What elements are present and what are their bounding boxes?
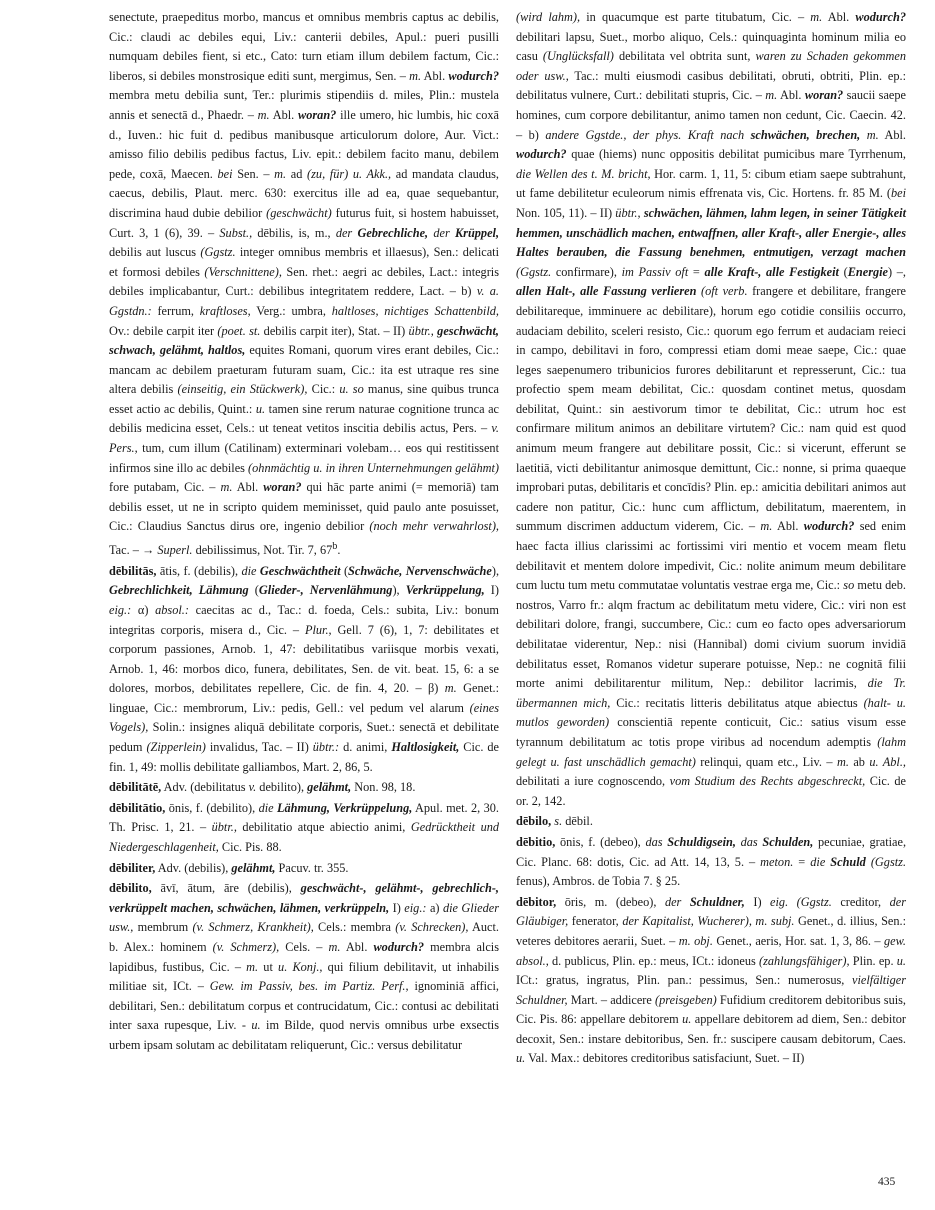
dictionary-entry: dēbilito, āvī, ātum, āre (debilis), geschwächt-, gelähmt-, gebrechlich-, verkrüppelt machen, schwächen, lähmen, verkrüppeln, I) eig.: a) die Glieder usw., membrum (v. Schmerz, Krankheit), Cels.: membra (v. Schrecken), Auct. b. Alex.: hominem (v. Schmerz), Cels. – m. Abl. wodurch? membra alcis lapidibus, fustibus, Cic. – m. ut u. Konj., qui filium debilitavit, ut inhabilis militiae sit, ICt. – Gew. im Passiv, bes. im Partiz. Perf., ignominiā affici, debilitari, Sen.: debilitatum corpus et contrucidatum, Cic.: contusi ac debilitati inter saxa rupesque, Liv. - u. im Bilde, quod nervis omnibus urbe exsectis urbem ipsam solutam ac debilitatam reliquerunt, Cic.: versus debilitatur — [109, 881, 500, 1052]
dictionary-entry: (wird lahm), in quacumque est parte titubatum, Cic. – m. Abl. wodurch? debilitari lapsu, Suet., morbo aliquo, Cels.: quinquaginta hominum milia eo casu (Unglücksfall) debilitata vel obtrita sunt, waren zu Schaden gekommen oder usw., Tac.: multi eiusmodi casibus debilitati, obruti, obtriti, Plin. ep.: debilitatus vulnere, Curt.: debilitati stupris, Cic. – m. Abl. woran? saucii saepe homines, cum corpore debilitantur, animo tamen non cedunt, Cic. Caecin. 42. – b) andere Ggstde., der phys. Kraft nach schwächen, brechen, m. Abl. wodurch? quae (hiems) nunc oppositis debilitat pumicibus mare Tyrrhenum, die Wellen des t. M. bricht, Hor. carm. 1, 11, 5: cibum etiam saepe subtrahunt, ut fame debilitetur eculeorum nimis effrenata vis, Cic. Hortens. fr. 85 M. (bei Non. 105, 11). – II) übtr., schwächen, lähmen, lahm legen, in seiner Tätigkeit hemmen, unschädlich machen, entwaffnen, aller Kraft-, aller Energie-, alles Haltes berauben, die Fassung benehmen, entmutigen, verzagt machen (Ggstz. confirmare), im Passiv oft = alle Kraft-, alle Festigkeit (Energie) –, allen Halt-, alle Fassung verlieren (oft verb. frangere et debilitare, frangere debilitareque, imminuere ac debilitare), horum ego cotidie consiliis occurro, audaciam debilito, sceleri resisto, Cic.: quorum ego ferrum et audaciam reieci in campo, debilitavi in foro, compressi etiam domi meae saepe, Cic.: quae leges saepenumero tribunicios furores debilitarunt et represserunt, Cic.: tua profectio spem meam debilitat, Cic.: quosdam continet metus, quosdam debilitat, Quint.: sin aestivorum timor te debilitat, Cic.: utrum hoc est confirmare militum animos an debilitare virtutem? Cic.: nam quid est quod animum meum frangere aut debilitare possit, Cic.: si vicerunt, efferunt se laetitiā, victi debilitantur animosque demittunt, Cic.: nonne, si prima quaeque improbari putas, debilitaris et concīdis? Plin. ep.: amicitia debilitari animos aut cadere non patitur, Cic.: hunc cum afflictum, debilitatum, maerentem, in summum discrimen adductum viderem, Cic. – m. Abl. wodurch? sed enim haec facta illius clarissimi ac fortissimi viri mentio et vocem meam fletu debilitavit et mentem dolore impedivit, Cic.: nolite animum meum debilitare cum luctu tum metu commutatae voluntatis vestrae erga me, Cic.: so metu deb. nostros, Varro fr.: alqm fractum ac debilitatum metu videre, Cic.: viri non est debilitari dolore, frangi, succumbere, Cic.: cum eo facto opes adversariorum debilitatae viderentur, Nep.: nisi (Hannibal) domi civium suorum invidiā debilitatus esset, Romanos videtur superare potuisse, Nep.: ne cognitā filii morte animi debilitarentur militum, Nep.: debilitor lacrimis, die Tr. übermannen mich, Cic.: recitatis litteris debilitatus atque abiectus (halt- u. mutlos geworden) conscientiā repente conticuit, Cic.: satius visum esse tyrannum debilitatum ac totis prope viribus ad nocendum ademptis (lahm gelegt u. fast unschädlich gemacht) relinqui, quam etc., Liv. – m. ab u. Abl., debilitati a iure cognoscendo, vom Studium des Rechts abgeschreckt, Cic. de or. 2, 142. — [516, 10, 907, 808]
dictionary-entry: dēbilitātio, ōnis, f. (debilito), die Lähmung, Verkrüppelung, Apul. met. 2, 30. Th. Prisc. 1, 21. – übtr., debilitatio atque abiectio animi, Gedrücktheit und Niedergeschlagenheit, Cic. Pis. 88. — [109, 800, 500, 855]
left-column — [109, 8, 499, 1057]
dictionary-entry: dēbiliter, Adv. (debilis), gelähmt, Pacuv. tr. 355. — [109, 860, 349, 875]
page-number: 435 — [878, 1176, 896, 1188]
right-column — [516, 8, 906, 1070]
dictionary-entry: senectute, praepeditus morbo, mancus et omnibus membris captus ac debilis, Cic.: claudi ac debiles equi, Liv.: canterii debiles, Apul.: pueri pusilli numquam debiles fient, si etc., Cato: turn etiam illum debilem factum, Cic.: liberos, si debiles monstrosique editi sunt, mergimus, Sen. – m. Abl. wodurch? membra metu debilia sunt, Ter.: plurimis stipendiis d. miles, Plin.: mustela annis et senectā d., Phaedr. – m. Abl. woran? ille umero, hic lumbis, hic coxā d., Iuven.: hic fuit d. pedibus manibusque articulorum dolore, Aur. Vict.: amisso filio debilis pedibus factus, Liv. epit.: debilem facito manu, debilem pede, coxā, Maecen. bei Sen. – m. ad (zu, für) u. Akk., ad mandata claudus, caecus, debilis, Plaut. merc. 630: exercitus ille ad ea, quae sequebantur, discrimina haud dubie debilior (geschwächt) futurus fuit, si hostem habuisset, Curt. 3, 1 (6), 39. – Subst., dēbilis, is, m., der Gebrechliche, der Krüppel, debilis aut luscus (Ggstz. integer omnibus membris et illaesus), Sen.: delicati et formosi debiles (Verschnittene), Sen. rhet.: aegri ac debiles, Lact.: integris debiles implicabantur, Curt.: debilibus integritatem reddere, Lact. – b) v. a. Ggstdn.: ferrum, kraftloses, Verg.: umbra, haltloses, nichtiges Schattenbild, Ov.: debile carpit iter (poet. st. debilis carpit iter), Stat. – II) übtr., geschwächt, schwach, gelähmt, haltlos, equites Romani, quorum vires erant debiles, Cic.: mancam ac debilem praeturam futuram suam, Cic.: ita est utraque res sine altera debilis (einseitig, ein Stückwerk), Cic.: u. so manus, sine quibus trunca esset actio ac debilis, Quint.: u. tamen sine rerum naturae cognitione trunca ac debilis medicina esset, Cels.: ut teneat vetitos inscitia debilis actus, Pers. – v. Pers., tum, cum illum (Catilinam) exterminari volebam… eos qui restitissent infirmos sine illo ac debiles (ohnmächtig u. in ihren Unternehmungen gelähmt) fore putabam, Cic. – m. Abl. woran? qui hāc parte animi (= memoriā) tam debilis esset, ut ne in scripto quidem meminisset, quid paulo ante posuisset, Cic.: Claudius Sanctus dirus ore, ingenio debilior (noch mehr verwahrlost), Tac. – → Superl. debilissimus, Not. Tir. 7, 67$^b$. — [109, 10, 500, 558]
dictionary-entry: dēbitio, ōnis, f. (debeo), das Schuldigsein, das Schulden, pecuniae, gratiae, Cic. Planc. 68: dotis, Cic. ad Att. 14, 13, 5. – meton. = die Schuld (Ggstz. fenus), Ambros. de Tobia 7. § 25. — [516, 834, 907, 889]
dictionary-entry: dēbilitās, ātis, f. (debilis), die Geschwächtheit (Schwäche, Nervenschwäche), Gebrechlichkeit, Lähmung (Glieder-, Nervenlähmung), Verkrüppelung, I) eig.: α) absol.: caecitas ac d., Tac.: d. foeda, Cels.: subita, Liv.: bonum integritas corporis, misera d., Cic. – Plur., Gell. 7 (6), 1, 7: debilitates et corporum passiones, Arnob. 1, 47: debilitatibus variisque morbis vexati, Arnob. 1, 46: morbos dico, funera, debilitates, Sen. de vit. beat. 15, 6: a se dolores, morbos, debilitates repellere, Cic. de fin. 4, 20. – β) m. Genet.: linguae, Cic.: membrorum, Liv.: pedis, Gell.: vel pedum vel alarum (eines Vogels), Solin.: insignes aliquā debilitate corporis, Suet.: senectā et debilitate pedum (Zipperlein) invalidus, Tac. – II) übtr.: d. animi, Haltlosigkeit, Cic. de fin. 1, 49: mollis debilitate galliambos, Mart. 2, 86, 5. — [109, 563, 500, 774]
dictionary-entry: dēbilitātē, Adv. (debilitatus v. debilito), gelähmt, Non. 98, 18. — [109, 780, 416, 795]
dictionary-entry: dēbitor, ōris, m. (debeo), der Schuldner, I) eig. (Ggstz. creditor, der Gläubiger, fenerator, der Kapitalist, Wucherer), m. subj. Genet., d. illius, Sen.: veteres debitores aerarii, Suet. – m. obj. Genet., aeris, Hor. sat. 1, 3, 86. – gew. absol., d. publicus, Plin. ep.: meus, ICt.: idoneus (zahlungsfähiger), Plin. ep. u. ICt.: gratus, ingratus, Plin. pan.: pessimus, Sen.: numerosus, vielfältiger Schuldner, Mart. – addicere (preisgeben) Fufidium creditorem debitoribus suis, Cic. Pis. 86: appellare debitorem u. appellare debitorem ad diem, Sen.: debitor decoxit, Sen.: instare debitoribus, Sen. fr.: suscipere causam debitorum, Caes. u. Val. Max.: debitores creditoribus satisfaciunt, Suet. – II) — [516, 894, 907, 1066]
dictionary-entry: dēbilo, s. dēbil. — [516, 814, 593, 829]
